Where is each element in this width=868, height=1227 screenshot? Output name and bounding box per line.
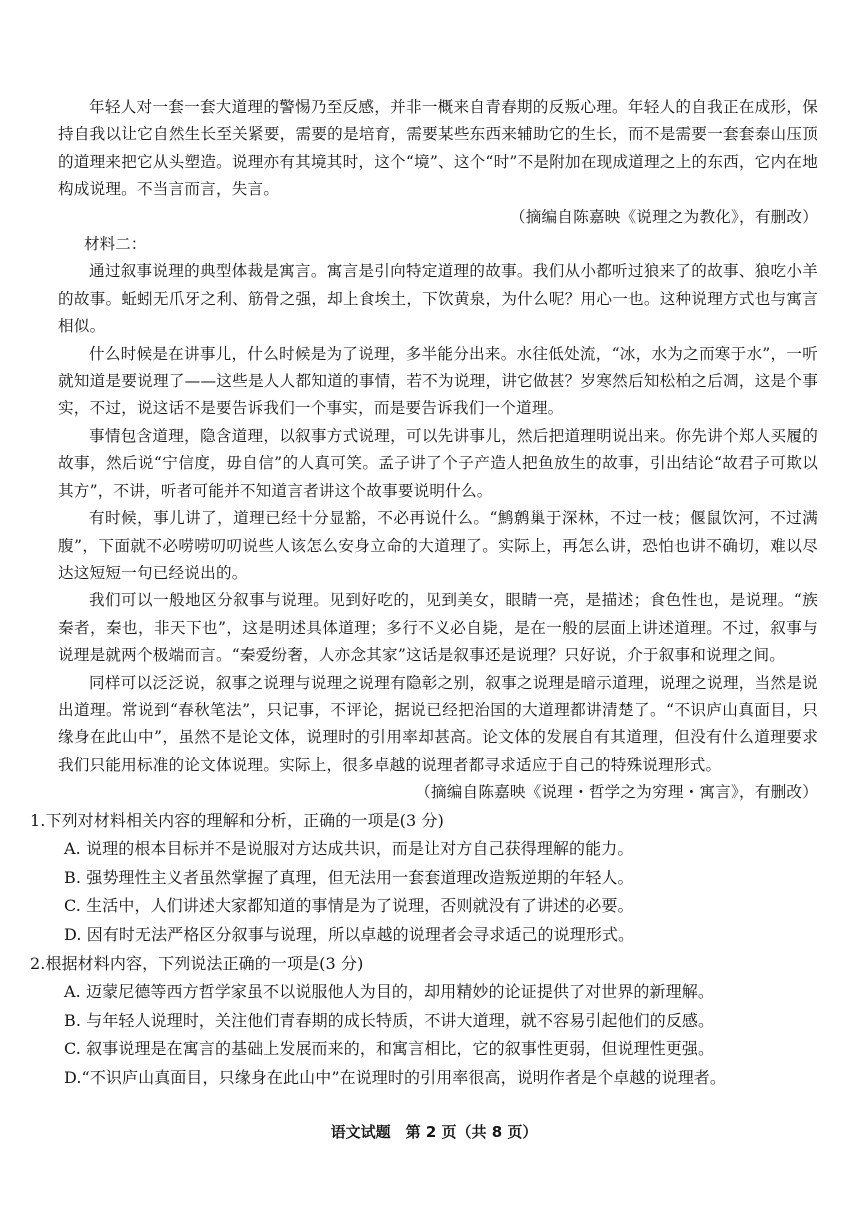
material2-paragraph: 事情包含道理，隐含道理，以叙事方式说理，可以先讲事儿，然后把道理明说出来。你先讲个郑人买履的故事，然后说“宁信度，毋自信”的人真可笑。孟子讲了个子产造人把鱼放生的故事，引出结论“故君子可欺以其方”，不讲，听者可能并不知道言者讲这个故事要说明什么。	[58, 426, 818, 500]
material2-paragraph: 有时候，事儿讲了，道理已经十分显豁，不必再说什么。“鹪鹩巢于深林，不过一枝；偃鼠饮河，不过满腹”，下面就不必唠唠叨叨说些人该怎么安身立命的大道理了。实际上，再怎么讲，恐怕也讲不确切，难以尽达这短短一句已经说出的。	[58, 509, 818, 582]
question-1-option-d: D. 因有时无法严格区分叙事与说理，所以卓越的说理者会寻求适己的说理形式。	[64, 924, 635, 944]
question-2-option-b: B. 与年轻人说理时，关注他们青春期的成长特质，不讲大道理，就不容易引起他们的反感。	[64, 1010, 715, 1030]
question-1-stem: 1.下列对材料相关内容的理解和分析，正确的一项是(3 分)	[30, 810, 444, 830]
material2-source: （摘编自陈嘉映《说理・哲学之为穷理・寓言》，有删改）	[415, 783, 818, 802]
question-2-option-d: D.“不识庐山真面目，只缘身在此山中”在说理时的引用率很高，说明作者是个卓越的说理者。	[64, 1067, 727, 1087]
question-1-option-c: C. 生活中，人们讲述大家都知道的事情是为了说理，否则就没有了讲述的必要。	[64, 896, 634, 916]
material2-heading: 材料二：	[84, 235, 147, 254]
page-footer: 语文试题 第 2 页（共 8 页）	[330, 1123, 538, 1141]
material1-paragraph: 年轻人对一套一套大道理的警惕乃至反感，并非一概来自青春期的反叛心理。年轻人的自我正在成形，保持自我以让它自然生长至关紧要，需要的是培育，需要某些东西来辅助它的生长，而不是需要一套套泰山压顶的道理来把它从头塑造。说理亦有其境其时，这个“境”、这个“时”不是附加在现成道理之上的东西，它内在地构成说理。不当言而言，失言。	[58, 98, 818, 199]
question-2-option-a: A. 迈蒙尼德等西方哲学家虽不以说服他人为目的，却用精妙的论证提供了对世界的新理解。	[64, 982, 714, 1002]
material2-paragraph: 通过叙事说理的典型体裁是寓言。寓言是引向特定道理的故事。我们从小都听过狼来了的故事、狼吃小羊的故事。蚯蚓无爪牙之利、筋骨之强，却上食埃土，下饮黄泉，为什么呢？用心一也。这种说理方式也与寓言相似。	[58, 262, 818, 336]
material2-paragraph: 我们可以一般地区分叙事与说理。见到好吃的，见到美女，眼睛一亮，是描述；食色性也，是说理。“族秦者，秦也，非天下也”，这是明述具体道理；多行不义必自毙，是在一般的层面上讲述道理。不过，叙事与说理是就两个极端而言。“秦爱纷奢，人亦念其家”这话是叙事还是说理？只好说，介于叙事和说理之间。	[58, 591, 818, 665]
question-2-stem: 2.根据材料内容，下列说法正确的一项是(3 分)	[30, 953, 364, 973]
question-2-option-c: C. 叙事说理是在寓言的基础上发展而来的，和寓言相比，它的叙事性更弱，但说理性更强。	[64, 1039, 715, 1059]
question-1-option-b: B. 强势理性主义者虽然掌握了真理，但无法用一套套道理改造叛逆期的年轻人。	[64, 867, 634, 887]
page-content	[30, 94, 818, 1093]
question-1-option-a: A. 说理的根本目标并不是说服对方达成共识，而是让对方自己获得理解的能力。	[64, 839, 634, 859]
material2-paragraph: 同样可以泛泛说，叙事之说理与说理之说理有隐彰之别，叙事之说理是暗示道理，说理之说理，当然是说出道理。常说到“春秋笔法”，只记事，不评论，据说已经把治国的大道理都讲清楚了。“不识庐山真面目，只缘身在此山中”，虽然不是论文体，说理时的引用率却甚高。论文体的发展自有其道理，但没有什么道理要求我们只能用标准的论文体说理。实际上，很多卓越的说理者都寻求适应于自己的特殊说理形式。	[58, 673, 818, 774]
material2-paragraph: 什么时候是在讲事儿，什么时候是为了说理，多半能分出来。水往低处流，“冰，水为之而寒于水”，一听就知道是要说理了——这些是人人都知道的事情，若不为说理，讲它做甚？岁寒然后知松柏之后凋，这是个事实，不过，说这话不是要告诉我们一个事实，而是要告诉我们一个道理。	[58, 344, 818, 418]
material1-source: （摘编自陈嘉映《说理之为教化》，有删改）	[509, 207, 818, 226]
